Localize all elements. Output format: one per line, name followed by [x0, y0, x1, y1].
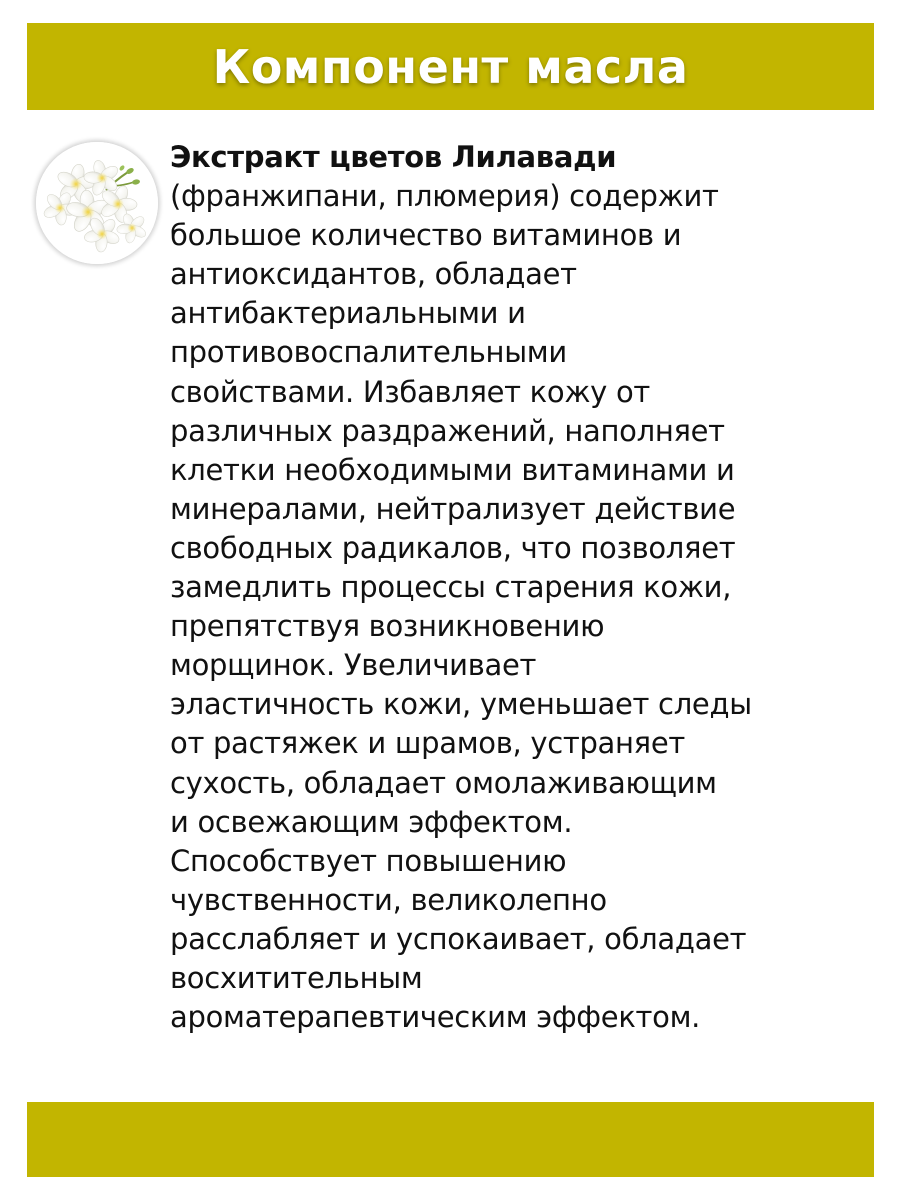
description-line: сухость, обладает омолаживающим [170, 765, 717, 800]
description-line: свободных радикалов, что позволяет [170, 530, 736, 565]
description-line: восхитительным [170, 960, 423, 995]
description-line: Способствует повышению [170, 843, 567, 878]
description-line: клетки необходимыми витаминами и [170, 452, 735, 487]
ingredient-description [170, 138, 870, 1037]
page-title: Компонент масла [212, 39, 689, 94]
description-line: большое количество витаминов и [170, 218, 682, 253]
description-line: минералами, нейтрализует действие [170, 491, 736, 526]
description-line: антибактериальными и [170, 296, 526, 331]
description-line: чувственности, великолепно [170, 882, 607, 917]
footer-banner [27, 1102, 874, 1177]
description-line: препятствуя возникновению [170, 609, 605, 644]
description-line: и освежающим эффектом. [170, 804, 573, 839]
description-line: замедлить процессы старения кожи, [170, 570, 732, 605]
description-line: морщинок. Увеличивает [170, 648, 537, 683]
description-line: антиоксидантов, обладает [170, 257, 577, 292]
description-line: эластичность кожи, уменьшает следы [170, 687, 752, 722]
description-line: (франжипани, плюмерия) содержит [170, 179, 719, 214]
description-line: расслабляет и успокаивает, обладает [170, 921, 747, 956]
description-line: противовоспалительными [170, 335, 567, 370]
ingredient-name: Экстракт цветов Лилавади [170, 140, 617, 174]
description-line: различных раздражений, наполняет [170, 413, 725, 448]
header-banner [27, 23, 874, 110]
description-line: ароматерапевтическим эффектом. [170, 1000, 701, 1035]
description-line: свойствами. Избавляет кожу от [170, 374, 650, 409]
plumeria-flower-icon [36, 142, 158, 264]
description-line: от растяжек и шрамов, устраняет [170, 726, 685, 761]
